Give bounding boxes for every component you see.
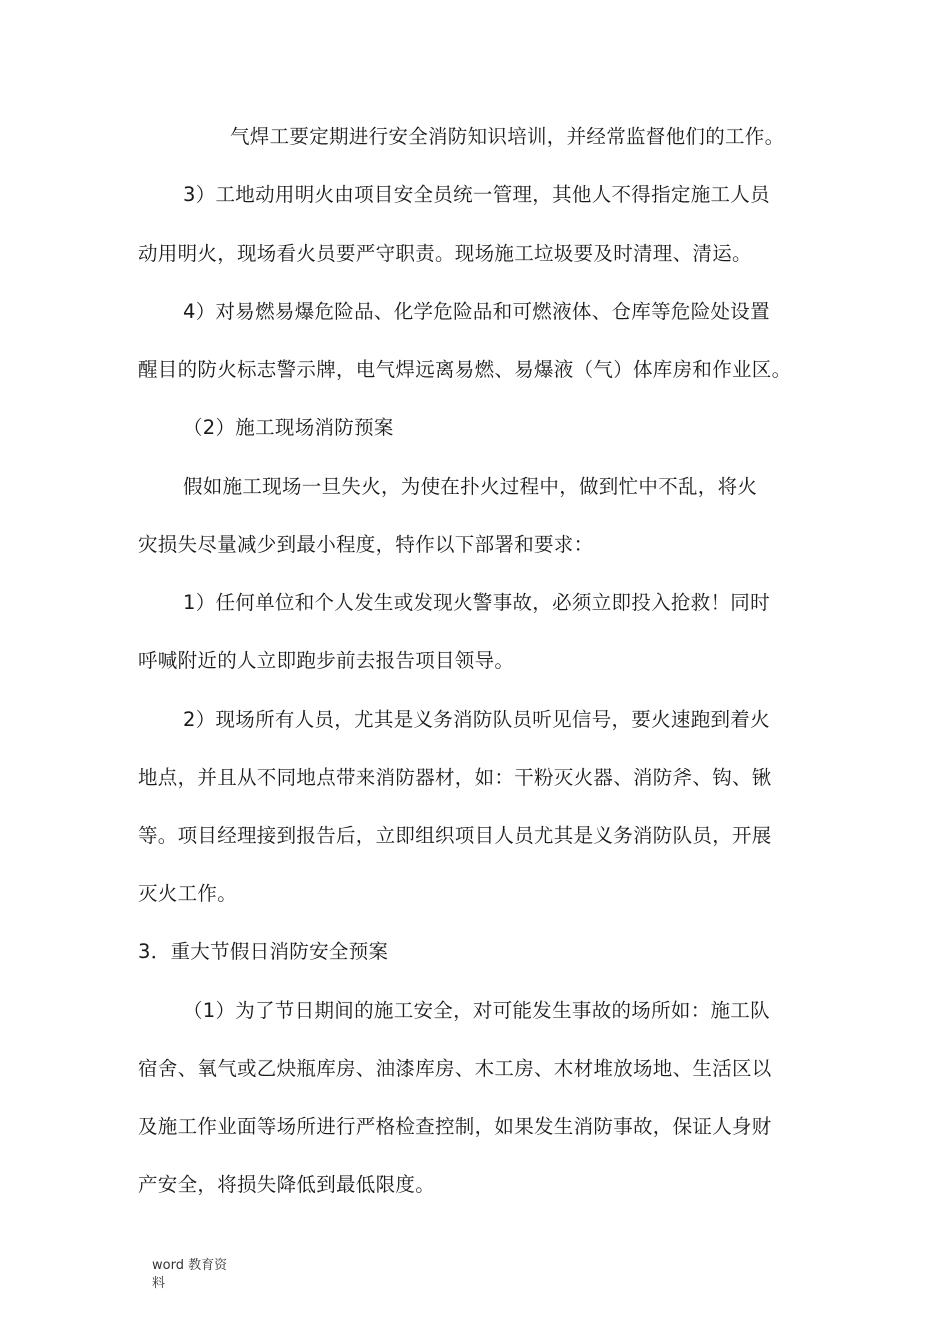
paragraph-line: 4）对易燃易爆危险品、化学危险品和可燃液体、仓库等危险处设置 xyxy=(183,300,770,323)
footer-line: 料 xyxy=(152,1276,166,1291)
paragraph-line: 宿舍、氧气或乙炔瓶库房、油漆库房、木工房、木材堆放场地、生活区以 xyxy=(138,1057,772,1080)
paragraph-line: 等。项目经理接到报告后，立即组织项目人员尤其是义务消防队员，开展 xyxy=(138,824,772,847)
paragraph-line: 2）现场所有人员，尤其是义务消防队员听见信号，要火速跑到着火 xyxy=(183,708,770,731)
page-footer xyxy=(152,1257,242,1293)
paragraph-line: 假如施工现场一旦失火，为使在扑火过程中，做到忙中不乱，将火 xyxy=(183,475,758,498)
paragraph-line: （1）为了节日期间的施工安全，对可能发生事故的场所如：施工队 xyxy=(183,999,770,1022)
paragraph-line: 地点，并且从不同地点带来消防器材，如：干粉灭火器、消防斧、钩、锹 xyxy=(138,766,772,789)
paragraph-line: 3）工地动用明火由项目安全员统一管理，其他人不得指定施工人员 xyxy=(183,183,770,206)
paragraph-line: 产安全，将损失降低到最低限度。 xyxy=(138,1173,436,1196)
paragraph-line: 动用明火，现场看火员要严守职责。现场施工垃圾要及时清理、清运。 xyxy=(138,242,752,265)
footer-line: word 教育资 xyxy=(152,1258,228,1273)
paragraph-line: 1）任何单位和个人发生或发现火警事故，必须立即投入抢救！同时 xyxy=(183,591,770,614)
paragraph-line: 呼喊附近的人立即跑步前去报告项目领导。 xyxy=(138,649,515,672)
paragraph-line: 醒目的防火标志警示牌，电气焊远离易燃、易爆液（气）体库房和作业区。 xyxy=(138,358,792,381)
paragraph-line: 灾损失尽量减少到最小程度，特作以下部署和要求： xyxy=(138,533,594,556)
section-heading: （2）施工现场消防预案 xyxy=(183,416,394,439)
paragraph-line: 及施工作业面等场所进行严格检查控制，如果发生消防事故，保证人身财 xyxy=(138,1115,772,1138)
paragraph-line: 气焊工要定期进行安全消防知识培训，并经常监督他们的工作。 xyxy=(230,125,785,148)
section-heading: 3．重大节假日消防安全预案 xyxy=(138,940,389,963)
paragraph-line: 灭火工作。 xyxy=(138,882,238,905)
